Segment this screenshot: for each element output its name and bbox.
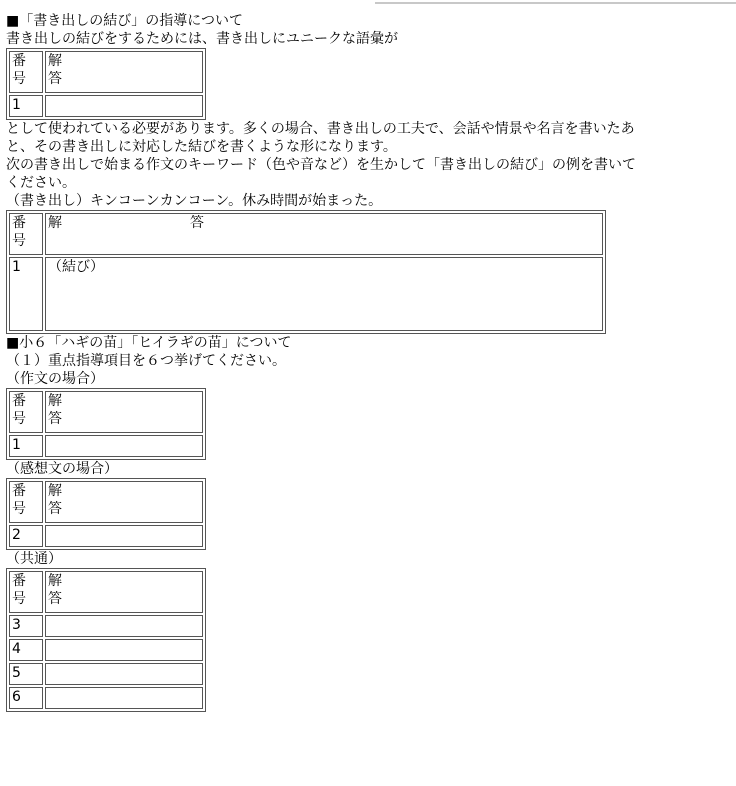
answer-cell[interactable] [45,615,203,637]
col-header-number [9,213,43,255]
col-header-answer-text: 解 答 [48,393,62,427]
example-opening: （書き出し）キンコーンカンコーン。休み時間が始まった。 [6,193,383,209]
section1-heading: ■「書き出しの結び」の指導について [6,13,243,29]
col-header-answer [45,391,203,433]
para-1a: として使われている必要があります。多くの場合、書き出しの工夫で、会話や情景や名言を書いたあ [6,121,635,137]
col-header-number-text: 番 号 [12,393,26,427]
para-2a: 次の書き出しで始まる作文のキーワード（色や音など）を生かして「書き出しの結び」の例を書いて [6,157,636,173]
col-header-answer-text: 解 答 [48,483,62,517]
top-border-line [375,2,736,4]
para-2b: ください。 [6,175,76,191]
section2-heading: ■小６「ハギの苗」「ヒイラギの苗」について [6,335,292,351]
section2-question: （１）重点指導項目を６つ挙げてください。 [6,353,286,369]
answer-cell[interactable] [45,95,203,117]
col-header-answer-a: 解 [48,215,62,231]
col-header-answer [45,571,203,613]
col-header-number-text: 番 号 [12,573,26,607]
answer-table-common [6,568,206,712]
row-number: 5 [9,663,43,685]
subheading-essay: （作文の場合） [6,371,104,387]
row-number: 3 [9,615,43,637]
answer-cell[interactable] [45,663,203,685]
col-header-answer [45,213,603,255]
col-header-number [9,481,43,523]
para-1b: と、その書き出しに対応した結びを書くような形になります。 [6,139,397,155]
section1-intro: 書き出しの結びをするためには、書き出しにユニークな語彙が [6,31,398,47]
row-number: 6 [9,687,43,709]
answer-table-1 [6,48,206,120]
answer-table-2 [6,210,606,334]
answer-table-review [6,478,206,550]
col-header-number-text: 番 号 [12,215,26,249]
row-number: 1 [9,257,43,331]
col-header-answer-text: 解 答 [48,53,62,87]
col-header-number-text: 番 号 [12,53,26,87]
col-header-answer [45,481,203,523]
row-number: 4 [9,639,43,661]
col-header-number [9,51,43,93]
row-number: 1 [9,95,43,117]
answer-cell[interactable] [45,435,203,457]
answer-cell[interactable] [45,525,203,547]
document-body [6,12,730,712]
answer-table-essay [6,388,206,460]
col-header-number [9,391,43,433]
subheading-common: （共通） [6,551,62,567]
subheading-review: （感想文の場合） [6,461,118,477]
row-number: 2 [9,525,43,547]
col-header-answer-b: 答 [190,215,204,231]
answer-cell[interactable] [45,639,203,661]
row-number: 1 [9,435,43,457]
col-header-answer-text: 解 答 [48,573,62,607]
col-header-number-text: 番 号 [12,483,26,517]
answer-cell[interactable]: （結び） [45,257,603,331]
col-header-answer [45,51,203,93]
col-header-number [9,571,43,613]
answer-cell[interactable] [45,687,203,709]
